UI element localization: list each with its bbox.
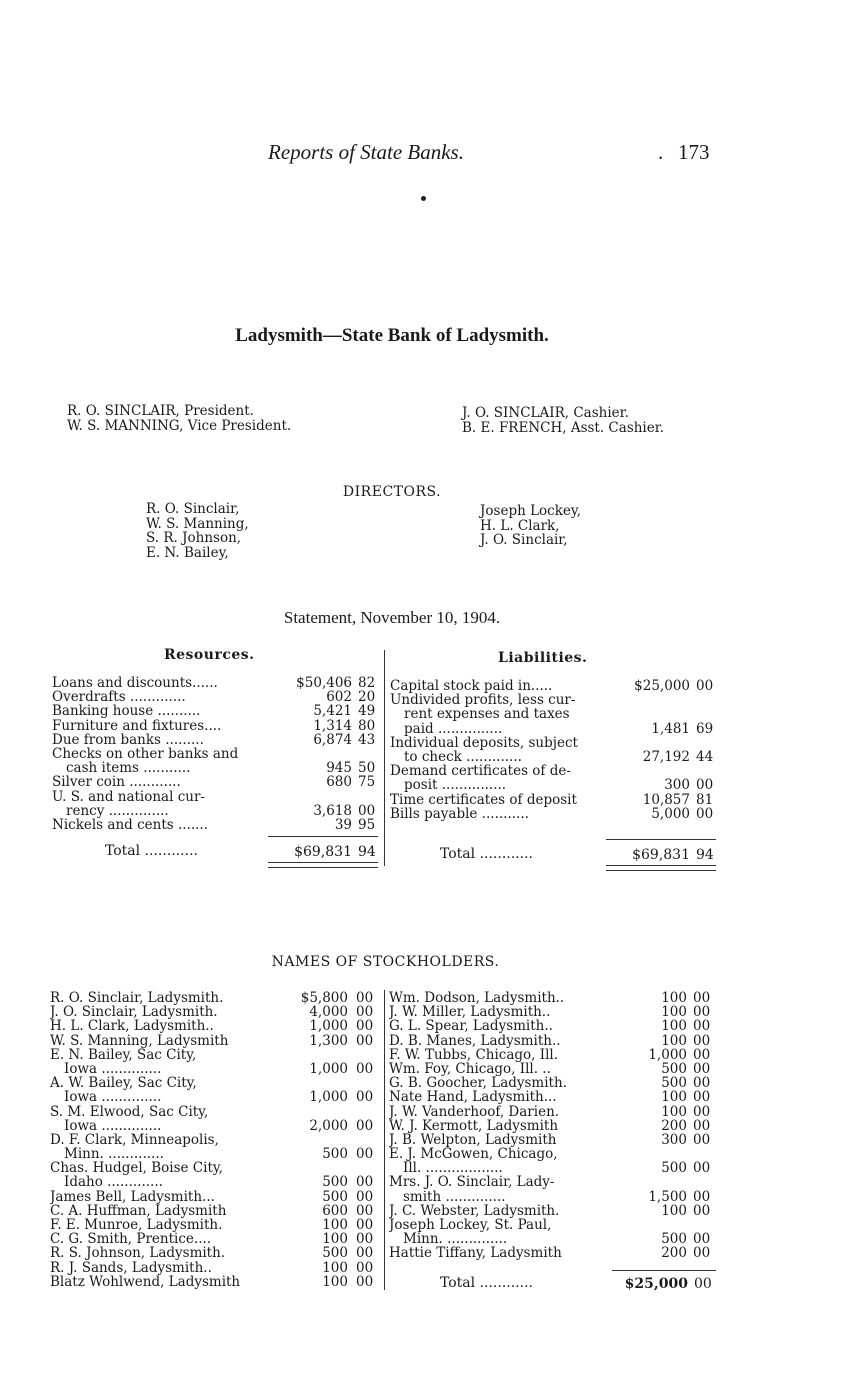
row-cents: 00 (356, 1245, 374, 1262)
table-row (390, 807, 720, 821)
row-cents: 00 (356, 1202, 374, 1219)
row-dollars: 500 (322, 1174, 348, 1191)
row-cents: 00 (356, 1231, 374, 1248)
row-dollars: 500 (661, 1075, 687, 1092)
row-label: rency .............. (66, 803, 169, 818)
table-row (390, 722, 720, 736)
officer-vice-president: W. S. MANNING, Vice President. (67, 418, 292, 434)
row-label: G. L. Spear, Ladysmith.. (389, 1019, 553, 1034)
row-label: J. W. Miller, Ladysmith.. (389, 1005, 551, 1020)
table-row (50, 1034, 380, 1048)
row-dollars: 500 (661, 1060, 687, 1077)
row-dollars: 600 (322, 1202, 348, 1219)
row-cents: 00 (693, 1202, 711, 1219)
row-dollars: 3,618 (313, 802, 352, 819)
row-label: J. B. Welpton, Ladysmith (389, 1132, 557, 1148)
row-label: F. W. Tubbs, Chicago, Ill. (389, 1047, 559, 1062)
row-label: E. J. McGowen, Chicago, (389, 1147, 558, 1162)
row-dollars: 100 (322, 1231, 348, 1248)
row-dollars: 680 (326, 774, 352, 791)
row-dollars: 1,000 (309, 1018, 348, 1035)
liabilities-total-cents: 94 (696, 847, 714, 863)
directors-left (146, 502, 249, 560)
row-label: James Bell, Ladysmith... (50, 1189, 215, 1204)
row-label: Capital stock paid in..... (390, 679, 553, 694)
table-row (389, 1204, 719, 1218)
table-row (389, 1218, 719, 1232)
table-row (50, 1133, 380, 1147)
row-label: W. J. Kermott, Ladysmith (389, 1118, 559, 1133)
table-row (50, 1175, 380, 1189)
row-cents: 69 (696, 720, 714, 737)
row-dollars: 1,300 (309, 1032, 348, 1049)
row-label: Banking house .......... (52, 704, 201, 719)
row-label: J. W. Vanderhoof, Darien. (389, 1104, 560, 1119)
row-cents: 00 (356, 1032, 374, 1049)
row-cents: 00 (356, 1217, 374, 1233)
row-dollars: $25,000 (634, 678, 690, 694)
row-label: Iowa .............. (64, 1118, 162, 1133)
row-label: S. M. Elwood, Sac City, (50, 1104, 209, 1119)
row-label: C. A. Huffman, Ladysmith (50, 1203, 227, 1219)
row-label: G. B. Goocher, Ladysmith. (389, 1076, 567, 1091)
table-row (390, 778, 720, 792)
row-cents: 00 (693, 1046, 711, 1063)
stockholders-total-cents: 00 (694, 1276, 712, 1292)
row-cents: 00 (358, 802, 376, 819)
resources-double-rule (268, 862, 378, 868)
row-dollars: 100 (661, 990, 687, 1006)
row-cents: 81 (696, 791, 714, 808)
row-dollars: 500 (322, 1245, 348, 1262)
director-name: H. L. Clark, (480, 517, 560, 534)
row-cents: 00 (693, 1160, 711, 1177)
row-label: Iowa .............. (64, 1090, 162, 1105)
row-cents: 00 (693, 1188, 711, 1205)
row-label: Silver coin ............ (52, 775, 181, 790)
resources-total-label: Total ............ (105, 843, 198, 859)
row-label: Minn. .............. (403, 1232, 508, 1247)
table-row (50, 1232, 380, 1246)
row-cents: 50 (358, 760, 376, 777)
row-label: J. C. Webster, Ladysmith. (389, 1203, 560, 1219)
table-row (50, 1161, 380, 1175)
table-row (50, 1062, 380, 1076)
liabilities-total-label: Total ............ (440, 846, 533, 862)
table-row (389, 1147, 719, 1161)
table-row (389, 991, 719, 1005)
row-cents: 00 (693, 1018, 711, 1035)
row-label: Demand certificates of de- (390, 764, 571, 779)
stockholders-left-table (50, 991, 380, 1289)
row-label: Time certificates of deposit (390, 792, 577, 807)
row-cents: 43 (358, 731, 376, 748)
row-cents: 00 (693, 1089, 711, 1106)
row-label: A. W. Bailey, Sac City, (50, 1076, 197, 1091)
table-row (50, 1005, 380, 1019)
row-label: U. S. and national cur- (52, 789, 205, 804)
row-cents: 00 (693, 1004, 711, 1021)
row-cents: 00 (693, 1117, 711, 1134)
director-name: J. O. Sinclair, (480, 532, 568, 548)
table-row (389, 1105, 719, 1119)
director-name: S. R. Johnson, (146, 530, 242, 546)
row-label: Individual deposits, subject (390, 735, 578, 750)
row-cents: 00 (693, 1231, 711, 1248)
row-dollars: 100 (322, 1259, 348, 1276)
row-cents: 44 (696, 748, 714, 765)
table-row (389, 1232, 719, 1246)
row-dollars: 200 (661, 1245, 687, 1262)
row-cents: 00 (696, 805, 714, 822)
row-label: E. N. Bailey, Sac City, (50, 1047, 197, 1062)
director-name: Joseph Lockey, (480, 503, 582, 519)
row-cents: 00 (356, 1259, 374, 1276)
resources-heading: Resources. (164, 647, 255, 663)
table-row (50, 1246, 380, 1260)
row-dollars: 200 (661, 1117, 687, 1134)
table-row (389, 1019, 719, 1033)
directors-heading: DIRECTORS. (342, 484, 442, 500)
row-dollars: 6,874 (313, 731, 352, 748)
row-dollars: 100 (661, 1032, 687, 1049)
row-cents: 00 (693, 1103, 711, 1120)
table-row (52, 676, 382, 690)
table-row (52, 719, 382, 733)
row-cents: 00 (356, 1273, 374, 1290)
table-row (390, 693, 720, 707)
row-label: Idaho ............. (64, 1175, 163, 1190)
resources-total-dollars: $69,831 (294, 844, 352, 860)
table-row (52, 704, 382, 718)
table-row (50, 991, 380, 1005)
row-cents: 00 (356, 1060, 374, 1077)
table-row (50, 1275, 380, 1289)
row-label: C. G. Smith, Prentice.... (50, 1232, 212, 1247)
row-label: D. B. Manes, Ladysmith.. (389, 1033, 561, 1048)
table-row (389, 1048, 719, 1062)
row-dollars: 100 (322, 1273, 348, 1290)
row-dollars: 1,000 (309, 1060, 348, 1077)
row-label: F. E. Munroe, Ladysmith. (50, 1218, 223, 1233)
row-label: H. L. Clark, Ladysmith.. (50, 1019, 214, 1034)
row-label: to check ............. (404, 749, 522, 765)
row-dollars: 100 (661, 1018, 687, 1035)
row-dollars: 602 (326, 689, 352, 706)
table-row (390, 764, 720, 778)
stockholders-heading: NAMES OF STOCKHOLDERS. (271, 954, 500, 970)
row-dollars: 100 (661, 1103, 687, 1120)
table-row (389, 1246, 719, 1260)
table-row (50, 1119, 380, 1133)
row-label: W. S. Manning, Ladysmith (50, 1033, 229, 1048)
row-cents: 20 (358, 689, 376, 706)
officer-asst-cashier: B. E. FRENCH, Asst. Cashier. (462, 420, 665, 436)
row-label: Nate Hand, Ladysmith... (389, 1090, 557, 1105)
liabilities-table (390, 679, 720, 821)
table-row (389, 1119, 719, 1133)
table-row (390, 679, 720, 693)
stockholders-total-dollars: $25,000 (624, 1276, 688, 1292)
table-row (389, 1062, 719, 1076)
row-label: R. S. Johnson, Ladysmith. (50, 1246, 226, 1261)
row-label: posit ............... (404, 778, 507, 793)
row-label: Loans and discounts...... (52, 676, 218, 691)
row-label: J. O. Sinclair, Ladysmith. (50, 1005, 218, 1020)
officers-left (67, 404, 291, 434)
row-dollars: 1,314 (313, 717, 352, 734)
table-row (52, 761, 382, 775)
row-label: Ill. .................. (403, 1161, 503, 1176)
officer-cashier: J. O. SINCLAIR, Cashier. (462, 405, 629, 421)
row-cents: 00 (356, 1004, 374, 1021)
director-name: W. S. Manning, (146, 515, 249, 532)
row-dollars: 300 (661, 1131, 687, 1148)
row-label: Iowa .............. (64, 1061, 162, 1077)
table-row (52, 790, 382, 804)
row-cents: 00 (693, 1245, 711, 1262)
row-label: cash items ........... (66, 761, 191, 776)
resources-total-cents: 94 (358, 844, 376, 860)
row-cents: 80 (358, 717, 376, 734)
table-row (50, 1105, 380, 1119)
row-cents: 82 (358, 675, 376, 691)
stockholders-total-label: Total ............ (440, 1275, 533, 1291)
row-label: Bills payable ........... (390, 806, 529, 821)
row-label: Hattie Tiffany, Ladysmith (389, 1246, 562, 1261)
row-label: Chas. Hudgel, Boise City, (50, 1161, 223, 1176)
stockholders-divider (384, 990, 385, 1290)
row-dollars: 500 (322, 1188, 348, 1205)
table-row (389, 1005, 719, 1019)
row-label: Joseph Lockey, St. Paul, (389, 1218, 552, 1233)
row-dollars: 500 (661, 1231, 687, 1248)
table-row (390, 750, 720, 764)
row-dollars: 300 (664, 777, 690, 794)
table-row (390, 707, 720, 721)
stockholders-right-table (389, 991, 719, 1261)
row-dollars: 10,857 (642, 791, 690, 808)
table-row (389, 1034, 719, 1048)
stockholders-total-rule (612, 1270, 716, 1271)
liabilities-total-rule (606, 839, 716, 840)
row-dollars: 500 (661, 1160, 687, 1177)
row-dollars: 39 (334, 816, 352, 833)
row-cents: 00 (356, 1089, 374, 1106)
row-cents: 00 (356, 1018, 374, 1035)
row-label: smith .............. (403, 1189, 506, 1204)
row-cents: 00 (696, 777, 714, 794)
resources-total-rule (268, 836, 378, 837)
row-label: Blatz Wohlwend, Ladysmith (50, 1274, 241, 1289)
table-row (50, 1147, 380, 1161)
row-label: Mrs. J. O. Sinclair, Lady- (389, 1175, 555, 1190)
row-label: rent expenses and taxes (404, 707, 570, 722)
row-cents: 00 (693, 1075, 711, 1092)
row-dollars: 100 (661, 1089, 687, 1106)
liabilities-total-dollars: $69,831 (632, 847, 690, 863)
row-dollars: 5,421 (313, 703, 352, 720)
row-cents: 00 (356, 1174, 374, 1191)
row-cents: 00 (693, 1060, 711, 1077)
row-dollars: 100 (661, 1004, 687, 1021)
resources-table (52, 676, 382, 832)
table-row (50, 1261, 380, 1275)
officers-right (462, 406, 664, 436)
director-name: E. N. Bailey, (146, 544, 229, 561)
table-row (389, 1161, 719, 1175)
row-dollars: 1,481 (651, 720, 690, 737)
row-label: R. O. Sinclair, Ladysmith. (50, 991, 224, 1006)
row-dollars: 5,000 (651, 805, 690, 822)
table-row (50, 1218, 380, 1232)
row-dollars: 27,192 (642, 748, 690, 765)
officer-president: R. O. SINCLAIR, President. (67, 403, 254, 419)
table-row (50, 1076, 380, 1090)
row-dollars: 500 (322, 1146, 348, 1163)
row-label: Minn. ............. (64, 1147, 164, 1162)
row-cents: 95 (358, 816, 376, 833)
row-dollars: 2,000 (309, 1117, 348, 1134)
row-label: Checks on other banks and (52, 746, 239, 762)
table-row (50, 1190, 380, 1204)
table-row (389, 1175, 719, 1189)
decorative-dot (421, 196, 426, 201)
table-row (390, 736, 720, 750)
row-cents: 00 (356, 1188, 374, 1205)
table-row (50, 1090, 380, 1104)
row-cents: 75 (358, 774, 376, 791)
liabilities-heading: Liabilities. (498, 650, 588, 666)
table-row (389, 1076, 719, 1090)
row-dollars: $50,406 (296, 675, 352, 691)
table-row (389, 1190, 719, 1204)
row-label: Wm. Foy, Chicago, Ill. .. (389, 1061, 551, 1077)
row-dollars: 1,000 (648, 1046, 687, 1063)
row-label: Furniture and fixtures.... (52, 718, 222, 733)
column-divider (384, 650, 385, 866)
row-cents: 00 (696, 678, 714, 694)
row-cents: 00 (356, 1146, 374, 1163)
table-row (389, 1133, 719, 1147)
row-label: Wm. Dodson, Ladysmith.. (389, 991, 565, 1006)
table-row (52, 690, 382, 704)
table-row (50, 1019, 380, 1033)
row-cents: 00 (693, 1131, 711, 1148)
table-row (52, 818, 382, 832)
row-label: R. J. Sands, Ladysmith.. (50, 1260, 212, 1275)
row-cents: 00 (356, 990, 374, 1006)
row-cents: 00 (356, 1117, 374, 1134)
table-row (52, 775, 382, 789)
table-row (389, 1090, 719, 1104)
table-row (52, 747, 382, 761)
bank-title: Ladysmith—State Bank of Ladysmith. (235, 325, 549, 346)
row-label: D. F. Clark, Minneapolis, (50, 1132, 219, 1148)
table-row (50, 1048, 380, 1062)
liabilities-double-rule (606, 865, 716, 871)
running-header-title: Reports of State Banks. (268, 140, 464, 164)
statement-title: Statement, November 10, 1904. (283, 608, 501, 627)
table-row (52, 804, 382, 818)
row-label: Overdrafts ............. (52, 690, 186, 705)
table-row (390, 793, 720, 807)
row-cents: 49 (358, 703, 376, 720)
table-row (52, 733, 382, 747)
row-dollars: 945 (326, 760, 352, 777)
row-dollars: 4,000 (309, 1004, 348, 1021)
row-dollars: 1,500 (648, 1188, 687, 1205)
page-number: . 173 (678, 140, 710, 165)
row-label: Due from banks ......... (52, 732, 204, 747)
row-label: paid ............... (404, 721, 503, 736)
table-row (50, 1204, 380, 1218)
row-dollars: 100 (661, 1202, 687, 1219)
row-label: Nickels and cents ....... (52, 817, 209, 833)
row-cents: 00 (693, 1032, 711, 1049)
row-dollars: 100 (322, 1217, 348, 1233)
row-dollars: 1,000 (309, 1089, 348, 1106)
row-label: Undivided profits, less cur- (390, 693, 576, 708)
directors-right (480, 504, 581, 548)
row-dollars: $5,800 (300, 990, 348, 1006)
row-cents: 00 (693, 990, 711, 1006)
director-name: R. O. Sinclair, (146, 501, 240, 517)
